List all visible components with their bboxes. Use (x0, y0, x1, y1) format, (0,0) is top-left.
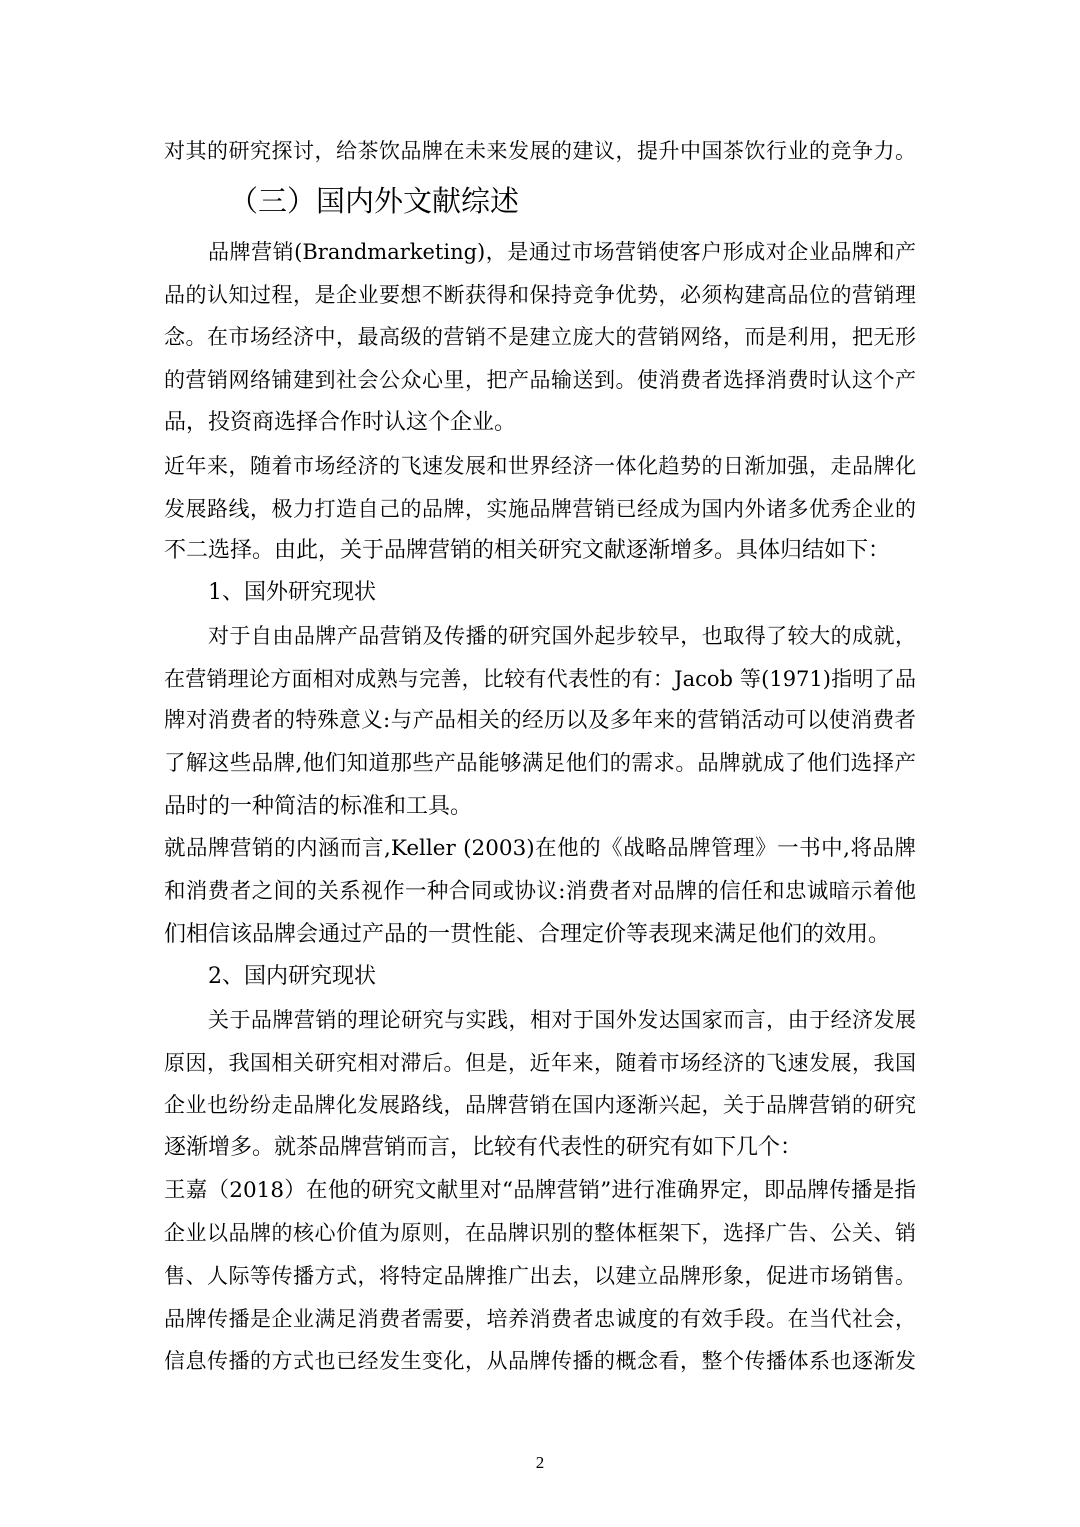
paragraph-line: 王嘉（2018）在他的研究文献里对“品牌营销”进行准确界定，即品牌传播是指 (164, 1178, 916, 1203)
paragraph-line: 对于自由品牌产品营销及传播的研究国外起步较早，也取得了较大的成就， (208, 624, 916, 648)
paragraph-line: 在营销理论方面相对成熟与完善，比较有代表性的有：Jacob 等(1971)指明了品 (164, 667, 916, 691)
paragraph-line: 品的认知过程，是企业要想不断获得和保持竞争优势，必须构建高品位的营销理 (164, 283, 916, 307)
paragraph-line: 的营销网络铺建到社会公众心里，把产品输送到。使消费者选择消费时认这个产 (164, 368, 916, 392)
section-title: （三）国内外文献综述 (229, 184, 520, 218)
paragraph-line: 近年来，随着市场经济的飞速发展和世界经济一体化趋势的日渐加强，走品牌化 (164, 454, 916, 478)
paragraph-line: 了解这些品牌,他们知道那些产品能够满足他们的需求。品牌就成了他们选择产 (164, 751, 916, 776)
page-number: 2 (535, 1453, 545, 1472)
paragraph-line: 牌对消费者的特殊意义:与产品相关的经历以及多年来的营销活动可以使消费者 (164, 708, 916, 733)
paragraph-line: 和消费者之间的关系视作一种合同或协议:消费者对品牌的信任和忠诚暗示着他 (164, 879, 916, 904)
paragraph-line: 品牌传播是企业满足消费者需要，培养消费者忠诚度的有效手段。在当代社会， (164, 1307, 916, 1331)
paragraph-line: 品牌营销(Brandmarketing)，是通过市场营销使客户形成对企业品牌和产 (208, 240, 916, 264)
subsection-heading: 1、国外研究现状 (208, 580, 376, 605)
paragraph-line: 企业以品牌的核心价值为原则，在品牌识别的整体框架下，选择广告、公关、销 (164, 1221, 916, 1245)
paragraph-line: 念。在市场经济中，最高级的营销不是建立庞大的营销网络，而是利用，把无形 (164, 325, 916, 349)
paragraph-line: 品，投资商选择合作时认这个企业。 (164, 410, 517, 435)
paragraph-line: 关于品牌营销的理论研究与实践，相对于国外发达国家而言，由于经济发展 (208, 1008, 916, 1032)
paragraph-line: 不二选择。由此，关于品牌营销的相关研究文献逐渐增多。具体归结如下： (164, 538, 891, 563)
paragraph-line: 信息传播的方式也已经发生变化，从品牌传播的概念看，整个传播体系也逐渐发 (164, 1349, 916, 1373)
paragraph-line: 原因，我国相关研究相对滞后。但是，近年来，随着市场经济的飞速发展，我国 (164, 1051, 916, 1075)
paragraph-line: 品时的一种简洁的标准和工具。 (164, 794, 473, 819)
paragraph-line: 们相信该品牌会通过产品的一贯性能、合理定价等表现来满足他们的效用。 (164, 922, 891, 947)
subsection-heading: 2、国内研究现状 (208, 964, 376, 989)
paragraph-line: 发展路线，极力打造自己的品牌，实施品牌营销已经成为国内外诸多优秀企业的 (164, 497, 916, 521)
paragraph-line: 企业也纷纷走品牌化发展路线，品牌营销在国内逐渐兴起，关于品牌营销的研究 (164, 1093, 916, 1117)
paragraph-line: 售、人际等传播方式，将特定品牌推广出去，以建立品牌形象，促进市场销售。 (164, 1264, 916, 1288)
paragraph-line: 逐渐增多。就茶品牌营销而言，比较有代表性的研究有如下几个： (164, 1135, 803, 1160)
paragraph-line: 对其的研究探讨，给茶饮品牌在未来发展的建议，提升中国茶饮行业的竞争力。 (164, 139, 916, 163)
paragraph-line: 就品牌营销的内涵而言,Keller (2003)在他的《战略品牌管理》一书中,将品牌 (164, 836, 916, 861)
